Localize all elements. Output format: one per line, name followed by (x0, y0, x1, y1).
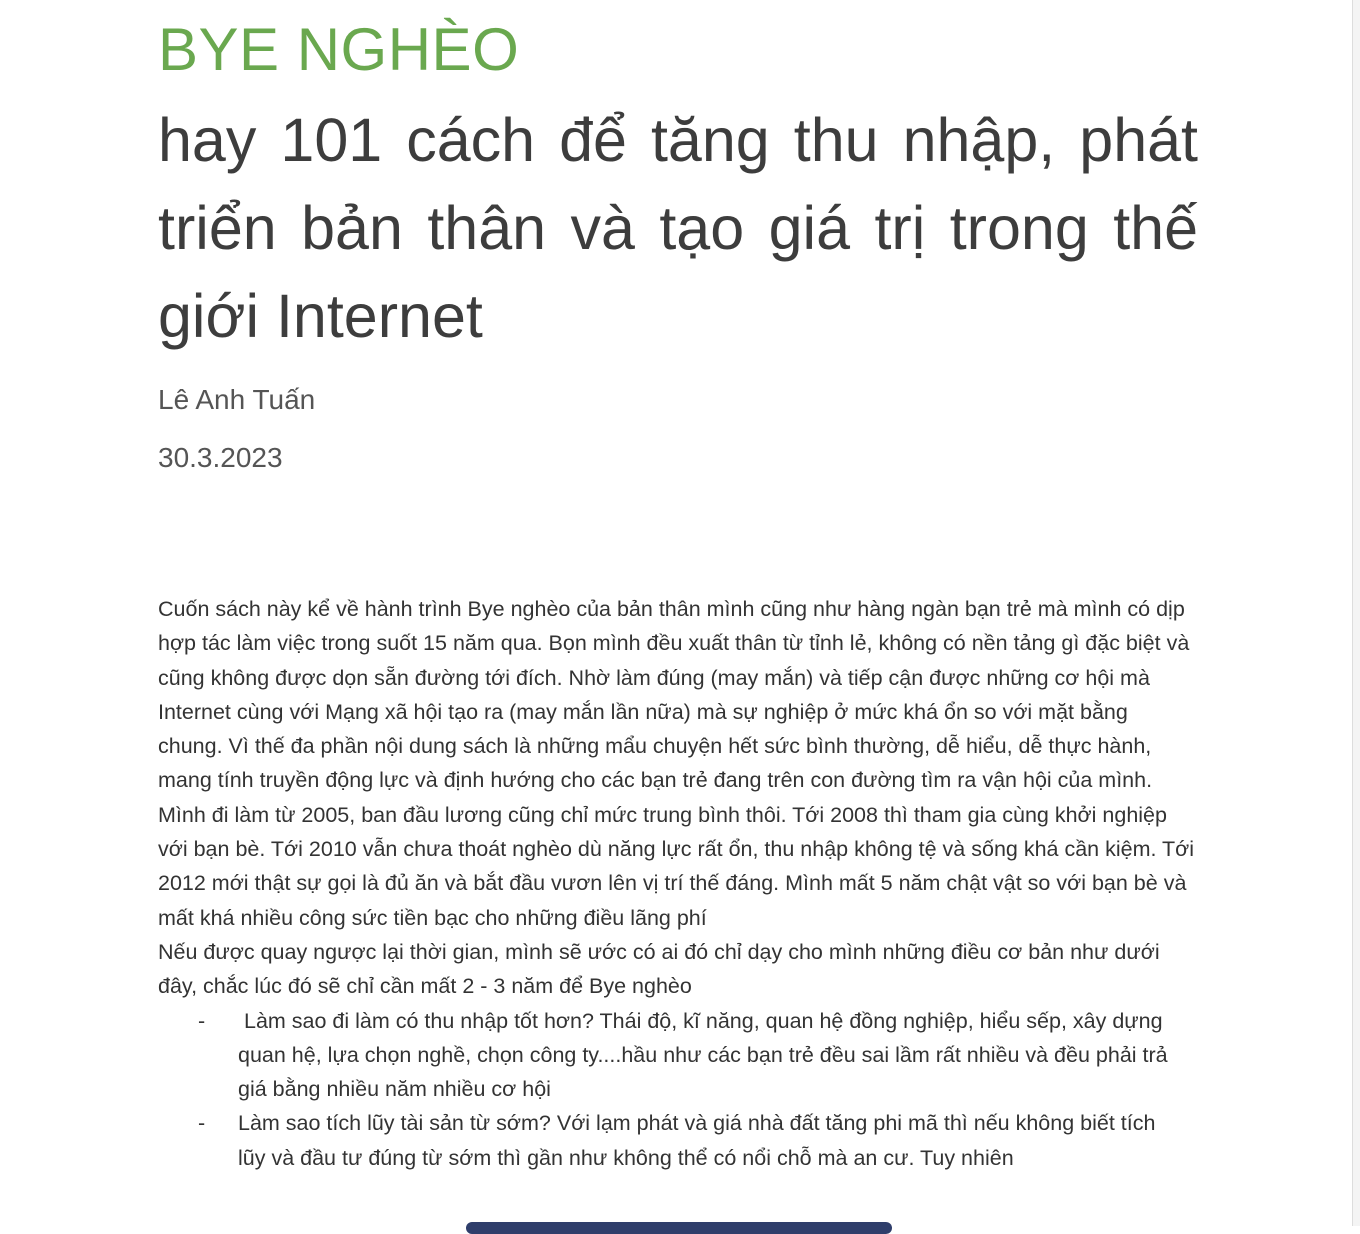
document-content (158, 14, 1198, 1175)
bullet-marker: - (198, 1111, 206, 1136)
publication-date: 30.3.2023 (158, 442, 283, 473)
bottom-toolbar-edge[interactable] (466, 1222, 892, 1234)
bullet-item (158, 1106, 1198, 1175)
bullet-text: Làm sao tích lũy tài sản từ sớm? Với lạm phát và giá nhà đất tăng phi mã thì nếu không biết tích lũy và đầu tư đúng từ sớm thì gần như không thể có nổi chỗ mà an cư. Tuy nhiên (238, 1111, 1156, 1170)
bullet-text: Làm sao đi làm có thu nhập tốt hơn? Thái độ, kĩ năng, quan hệ đồng nghiệp, hiểu sếp, xây dựng quan hệ, lựa chọn nghề, chọn công ty....hầu như các bạn trẻ đều sai lầm rất nhiều và đều phải trả giá bằng nhiều năm nhiều cơ hội (238, 1008, 1174, 1102)
body-paragraph: Nếu được quay ngược lại thời gian, mình sẽ ước có ai đó chỉ dạy cho mình những điều cơ bản như dưới đây, chắc lúc đó sẽ chỉ cần mất 2 - 3 năm để Bye nghèo (158, 939, 1160, 999)
document-body (158, 592, 1198, 1175)
bullet-marker: - (198, 1008, 206, 1033)
body-paragraph: Cuốn sách này kể về hành trình Bye nghèo của bản thân mình cũng như hàng ngàn bạn trẻ mà mình có dịp hợp tác làm việc trong suốt 15 năm qua. Bọn mình đều xuất thân từ tỉnh lẻ, không có nền tảng gì đặc biệt và cũng không được dọn sẵn đường tới đích. Nhờ làm đúng (may mắn) và tiếp cận được những cơ hội mà Internet cùng với Mạng xã hội tạo ra (may mắn lần nữa) mà sự nghiệp ở mức khá ổn so với mặt bằng chung. Vì thế đa phần nội dung sách là những mẩu chuyện hết sức bình thường, dễ hiểu, dễ thực hành, mang tính truyền động lực và định hướng cho các bạn trẻ đang trên con đường tìm ra vận hội của mình. (158, 597, 1190, 793)
book-title: BYE NGHÈO (158, 16, 520, 83)
bullet-list (158, 1004, 1198, 1175)
book-subtitle: hay 101 cách để tăng thu nhập, phát triển bản thân và tạo giá trị trong thế giới Internet (158, 106, 1198, 350)
body-paragraph: Mình đi làm từ 2005, ban đầu lương cũng chỉ mức trung bình thôi. Tới 2008 thì tham gia cùng khởi nghiệp với bạn bè. Tới 2010 vẫn chưa thoát nghèo dù năng lực rất ổn, thu nhập không tệ và sống khá cần kiệm. Tới 2012 mới thật sự gọi là đủ ăn và bắt đầu vươn lên vị trí thế đáng. Mình mất 5 năm chật vật so với bạn bè và mất khá nhiều công sức tiền bạc cho những điều lãng phí (158, 802, 1195, 930)
scrollbar[interactable] (1352, 0, 1360, 1226)
bullet-item (158, 1004, 1198, 1107)
author-name: Lê Anh Tuấn (158, 384, 316, 415)
